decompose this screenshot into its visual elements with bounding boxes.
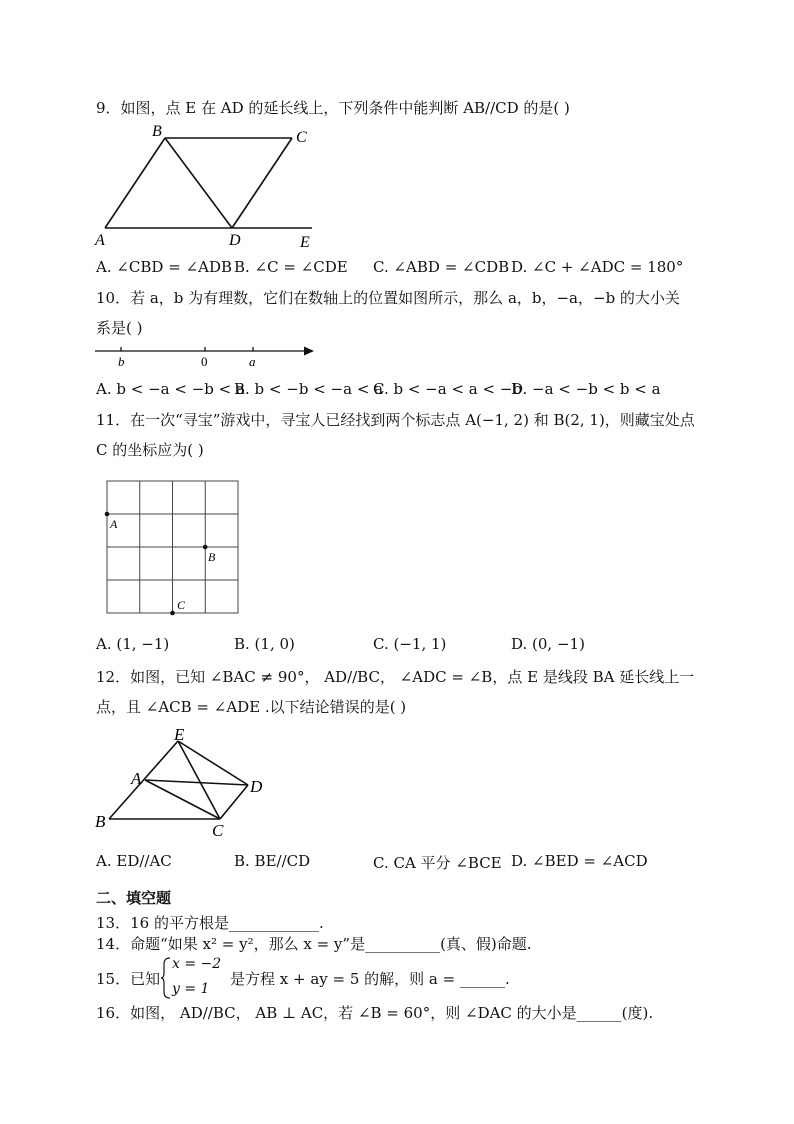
q11-point-b (203, 545, 208, 550)
q9-seg-cd (232, 138, 292, 228)
q12-label-c: C (212, 821, 224, 840)
q12-seg-ad (145, 780, 248, 785)
q12-label-b: B (95, 812, 106, 831)
q9-seg-ab (105, 138, 165, 228)
q11-label-c: C (177, 598, 186, 612)
q10-stem-line1: 10．若 a，b 为有理数，它们在数轴上的位置如图所示，那么 a，b，−a，−b 的大小关 (96, 289, 680, 307)
q11-option-d: D. (0, −1) (511, 635, 585, 653)
q10-label-b: b (118, 354, 125, 369)
q9-option-c: C. ∠ABD = ∠CDB (373, 258, 510, 276)
arrow-right-icon (304, 347, 314, 356)
q13-text: 13．16 的平方根是____________. (96, 914, 324, 932)
q12-option-d: D. ∠BED = ∠ACD (511, 852, 648, 870)
q10-option-c: C. b < −a < a < −b (373, 380, 523, 398)
q9-option-a: A. ∠CBD = ∠ADB (96, 258, 233, 276)
q15-prefix: 15．已知 (96, 970, 161, 988)
q15-system-line1: x = −2 (172, 956, 222, 972)
q12-option-c: C. CA 平分 ∠BCE (373, 854, 502, 872)
q9-seg-bd (165, 138, 232, 228)
q11-label-a: A (110, 517, 118, 531)
section-title: 二、填空题 (96, 889, 172, 907)
q11-label-b: B (208, 550, 216, 564)
q12-label-e: E (174, 725, 185, 744)
q10-number-line (92, 340, 317, 372)
q9-figure (90, 120, 330, 255)
q11-option-b: B. (1, 0) (234, 635, 295, 653)
q10-label-zero: 0 (201, 354, 208, 369)
q10-label-a: a (249, 354, 256, 369)
q10-option-d: D. −a < −b < b < a (511, 380, 661, 398)
q14-text: 14．命题“如果 x² = y²，那么 x = y”是__________(真、假)命题. (96, 935, 532, 953)
q12-stem-line2: 点，且 ∠ACB = ∠ADE .以下结论错误的是( ) (96, 698, 407, 716)
q16-text: 16．如图， AD//BC， AB ⊥ AC，若 ∠B = 60°，则 ∠DAC 的大小是______(度). (96, 1004, 654, 1022)
q12-seg-cd (220, 785, 248, 819)
q9-option-b: B. ∠C = ∠CDE (234, 258, 348, 276)
q15-system-line2: y = 1 (172, 981, 210, 997)
q9-option-d: D. ∠C + ∠ADC = 180° (511, 258, 684, 276)
q12-label-a: A (131, 769, 142, 788)
q12-option-a: A. ED//AC (96, 852, 172, 870)
q11-point-c (170, 611, 175, 616)
q12-label-d: D (250, 777, 263, 796)
q9-label-d: D (229, 232, 241, 249)
q11-stem-line1: 11．在一次“寻宝”游戏中，寻宝人已经找到两个标志点 A(−1, 2) 和 B(2, 1)，则藏宝处点 (96, 411, 695, 429)
q10-stem-line2: 系是( ) (96, 319, 143, 337)
q9-stem: 9．如图，点 E 在 AD 的延长线上，下列条件中能判断 AB//CD 的是( ) (96, 99, 570, 117)
q11-option-a: A. (1, −1) (96, 635, 170, 653)
q15-suffix: 是方程 x + ay = 5 的解，则 a = ______. (230, 970, 510, 988)
q9-label-e: E (300, 234, 310, 251)
q10-option-b: B. b < −b < −a < a (234, 380, 384, 398)
q9-label-c: C (296, 129, 307, 146)
q12-option-b: B. BE//CD (234, 852, 311, 870)
q12-stem-line1: 12．如图，已知 ∠BAC ≠ 90°， AD//BC， ∠ADC = ∠B，点 E 是线段 BA 延长线上一 (96, 668, 695, 686)
q15-brace (160, 956, 172, 1000)
q12-seg-be (109, 741, 178, 819)
q11-option-c: C. (−1, 1) (373, 635, 447, 653)
q9-label-a: A (95, 232, 105, 249)
q12-figure (90, 724, 275, 844)
q9-label-b: B (152, 123, 162, 140)
q11-stem-line2: C 的坐标应为( ) (96, 441, 204, 459)
q11-grid-figure (100, 476, 245, 621)
q10-option-a: A. b < −a < −b < a (96, 380, 245, 398)
q12-seg-ed (178, 741, 248, 785)
q11-point-a (105, 512, 110, 517)
